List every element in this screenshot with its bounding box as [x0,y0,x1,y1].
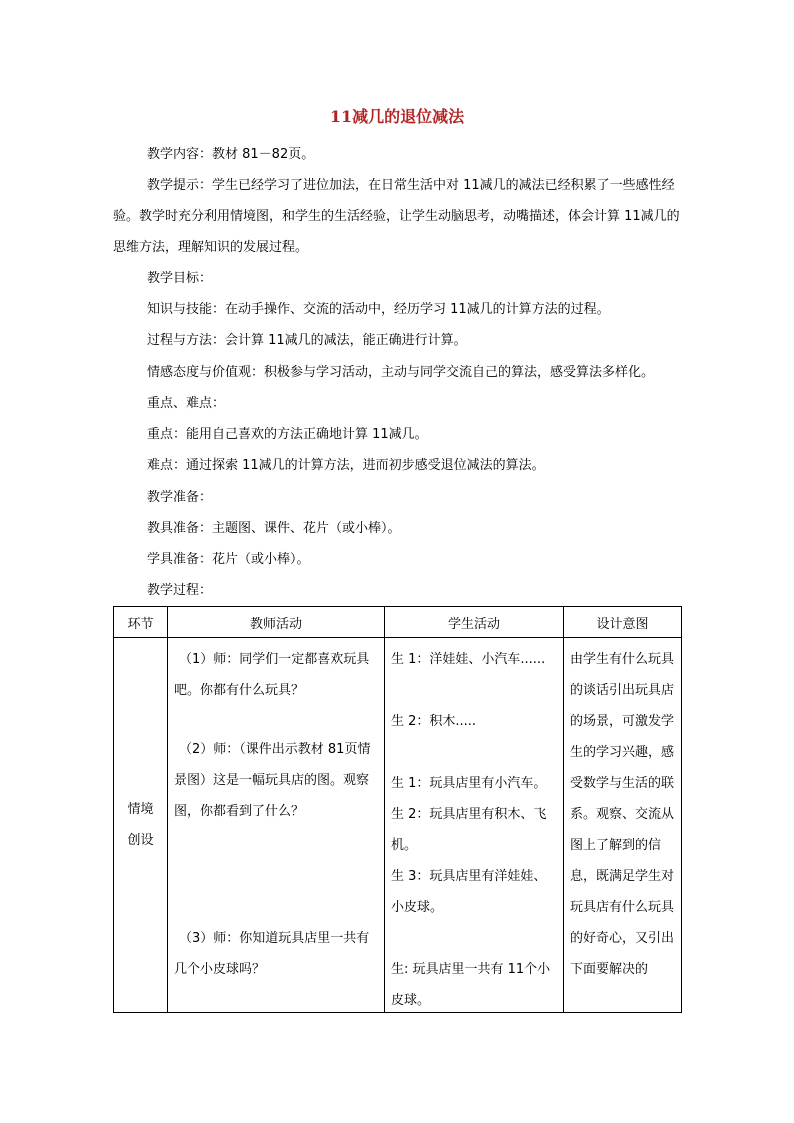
design-intent-cell [564,638,682,1013]
teacher-activity-1: （1）师：同学们一定都喜欢玩具吧。你都有什么玩具？ [174,652,370,698]
header-design-intent: 设计意图 [564,607,682,638]
prep-heading: 教学准备： [147,490,213,505]
difficult-point: 难点：通过探索 11减几的计算方法，进而初步感受退位减法的算法。 [147,458,545,473]
key-point: 重点：能用自己喜欢的方法正确地计算 11减几。 [147,427,428,442]
header-stage: 环节 [114,607,168,638]
header-teacher-activity: 教师活动 [168,607,385,638]
teaching-content: 教学内容：教材 81－82页。 [147,147,315,162]
key-heading: 重点、难点： [147,396,226,411]
goal-process: 过程与方法：会计算 11减几的减法，能正确进行计算。 [147,333,467,348]
student-activity-1: 生 1：洋娃娃、小汽车...... [391,652,546,667]
student-activity-5: 生 3：玩具店里有洋娃娃、小皮球。 [391,869,547,915]
lesson-title: 11减几的退位减法 [329,107,465,126]
student-activity-4: 生 2：玩具店里有积木、飞机。 [391,807,547,853]
lesson-process-table [113,606,682,1013]
student-activity-cell [385,638,564,1013]
goals-heading: 教学目标： [147,271,213,286]
student-activity-3: 生 1：玩具店里有小汽车。 [391,776,547,791]
design-intent-text: 由学生有什么玩具的谈话引出玩具店的场景，可激发学生的学习兴趣，感受数学与生活的联系。观察、交流从图上了解到的信息，既满足学生对玩具店有什么玩具的好奇心，又引出下面要解决的 [570,652,675,977]
stage-label-line2: 创设 [127,833,154,848]
student-activity-6: 生: 玩具店里一共有 11个小皮球。 [391,962,551,1008]
table-header-row [114,607,682,638]
stage-label-line1: 情境 [127,802,154,817]
stage-cell [114,638,168,1013]
header-student-activity: 学生活动 [385,607,564,638]
teaching-hint: 教学提示：学生已经学习了进位加法，在日常生活中对 11减几的减法已经积累了一些感性经验。教学时充分利用情境图，和学生的生活经验，让学生动脑思考，动嘴描述，体会计算 11减几的思维方法，理解知识的发展过程。 [113,178,680,255]
table-row [114,638,682,1013]
teacher-activity-3: （3）师：你知道玩具店里一共有几个小皮球吗？ [174,931,370,977]
student-activity-2: 生 2：积木..... [391,714,477,729]
goal-knowledge: 知识与技能：在动手操作、交流的活动中，经历学习 11减几的计算方法的过程。 [147,302,610,317]
teacher-activity-2: （2）师：（课件出示教材 81页情景图）这是一幅玩具店的图。观察图，你都看到了什么？ [174,742,371,819]
student-prep: 学具准备：花片（或小棒）。 [147,552,310,567]
teacher-activity-cell [168,638,385,1013]
teacher-prep: 教具准备：主题图、课件、花片（或小棒）。 [147,521,401,536]
goal-emotion: 情感态度与价值观：积极参与学习活动，主动与同学交流自己的算法，感受算法多样化。 [147,365,655,380]
process-heading: 教学过程： [147,583,213,598]
